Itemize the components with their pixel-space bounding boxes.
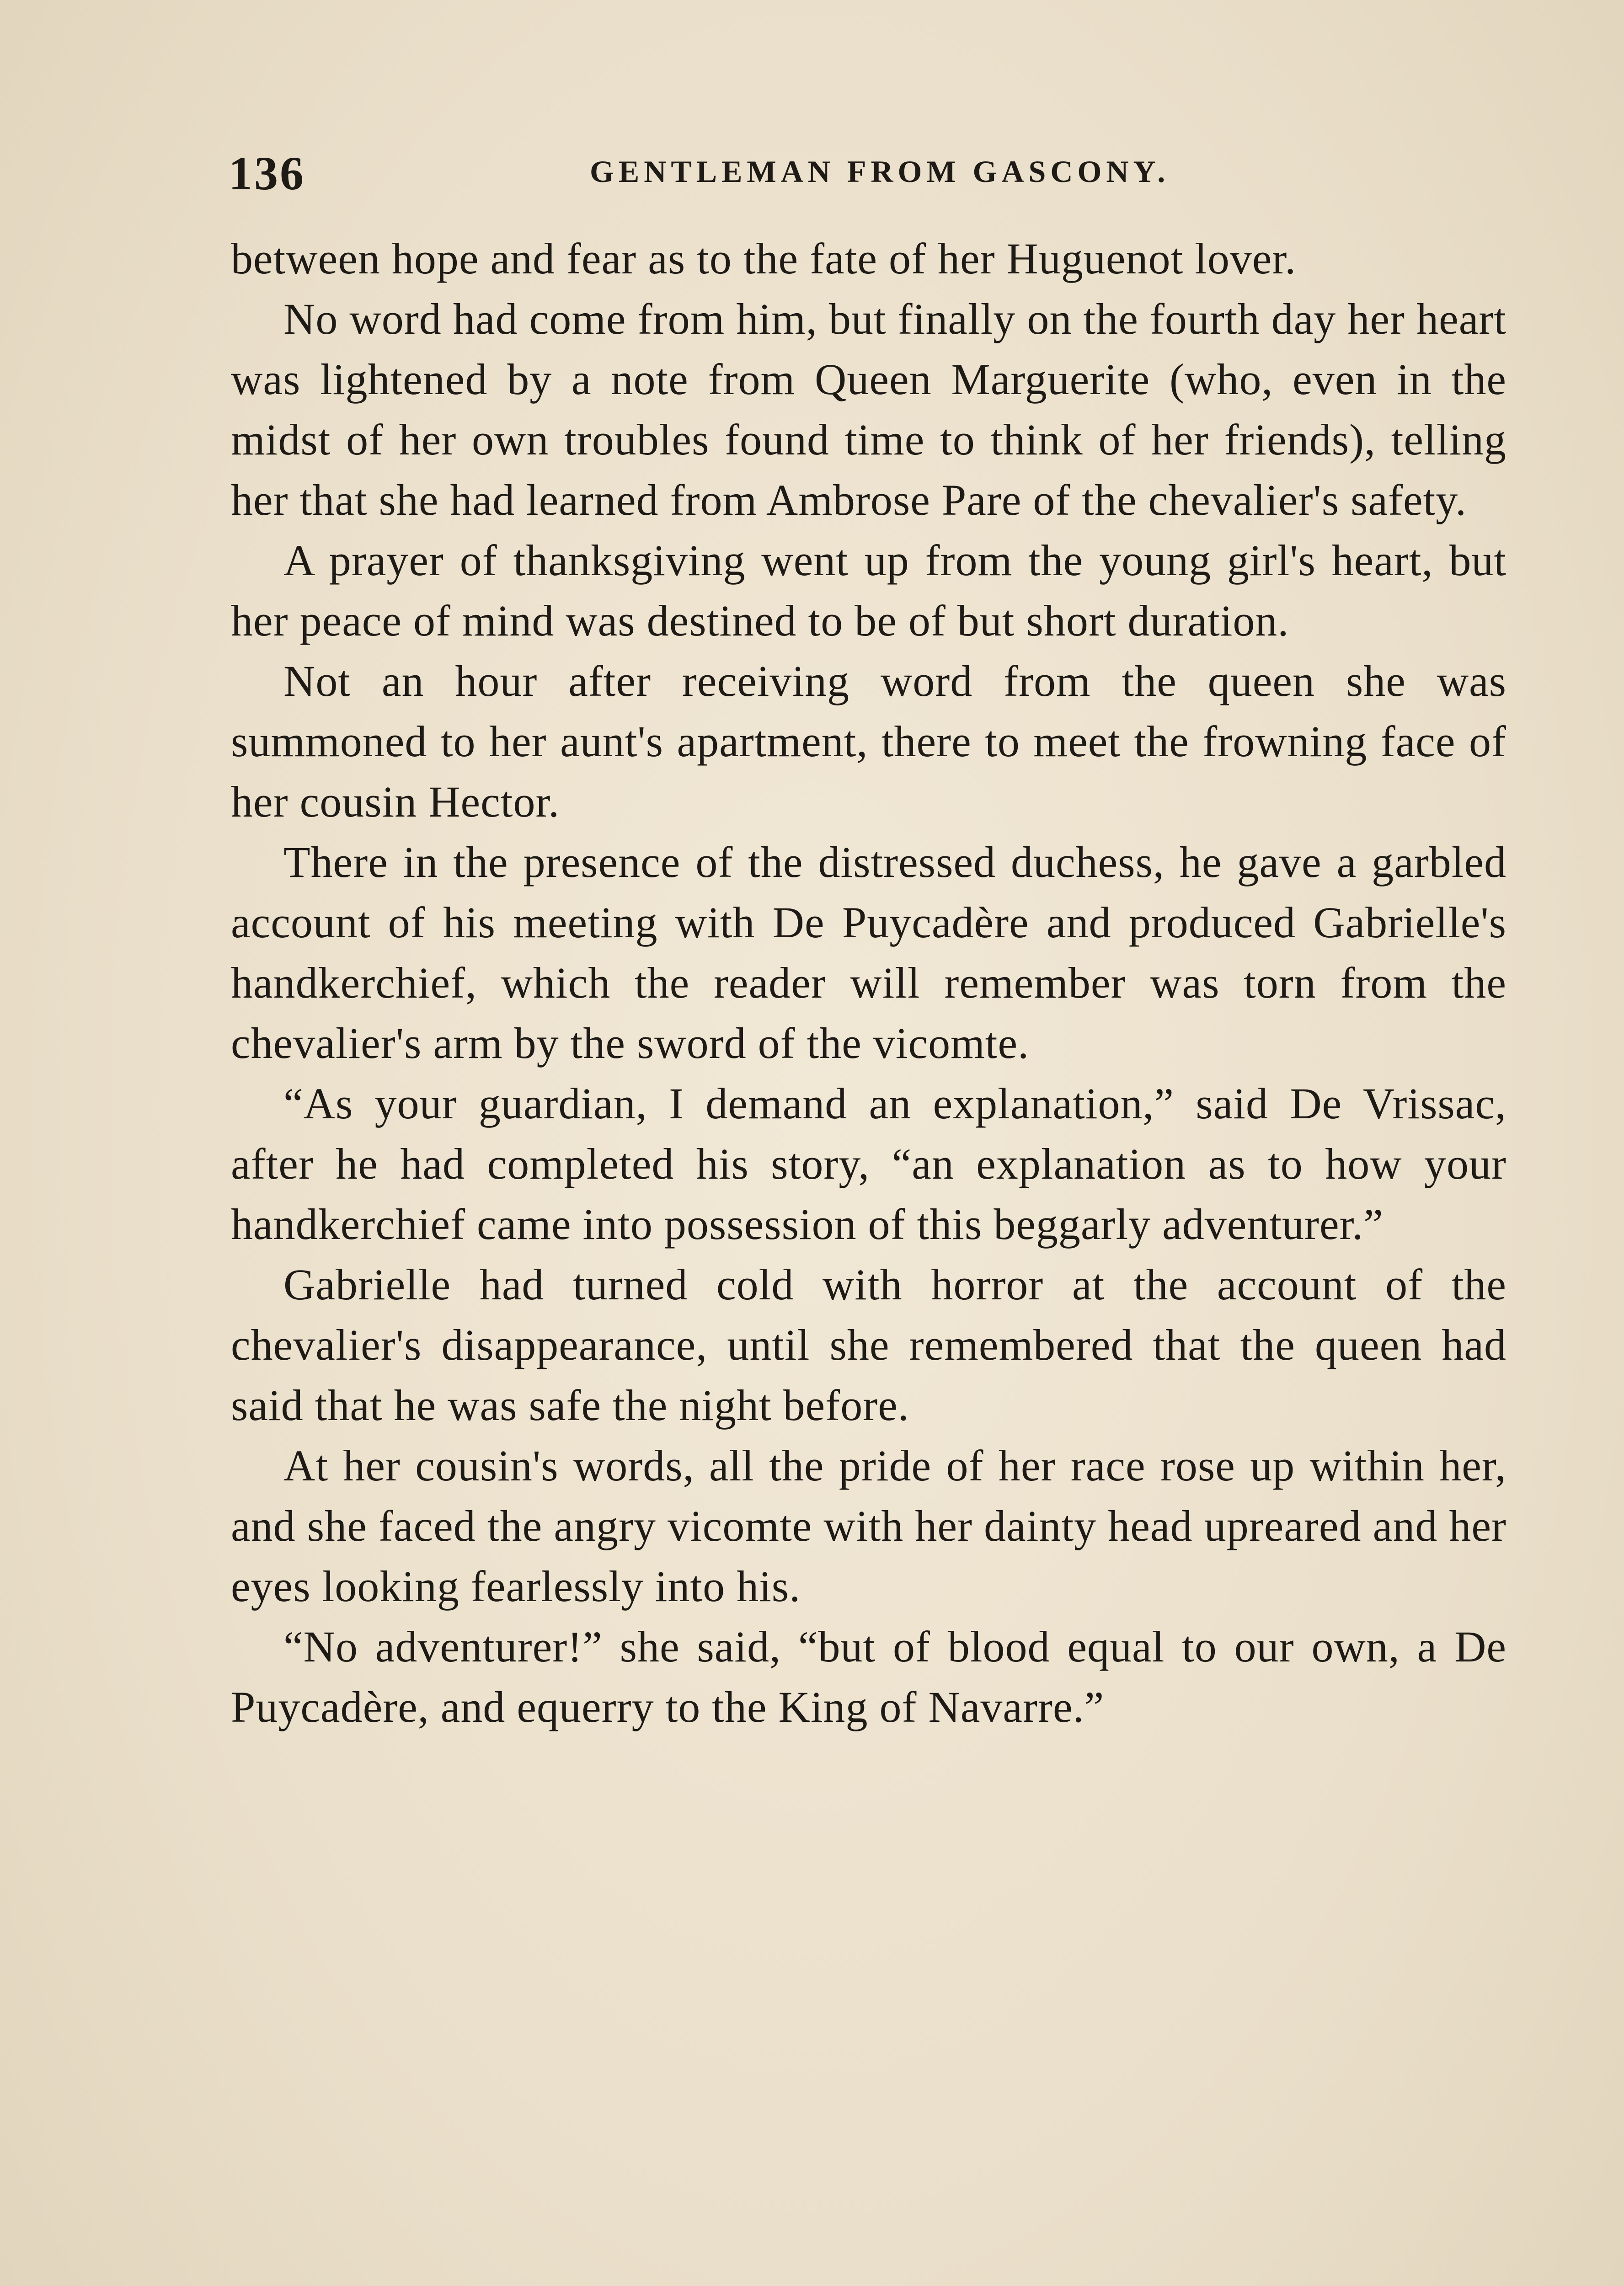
paragraph: “No adventurer!” she said, “but of blood equal to our own, a De Puycadère, and equerry to the King of Navarre.”	[231, 1622, 1506, 1731]
paragraph: between hope and fear as to the fate of her Huguenot lover.	[231, 234, 1297, 283]
paragraph: There in the presence of the distressed duchess, he gave a garbled account of his meeting with De Puycadère and produced Gabrielle's handkerchief, which the reader will remember was torn from the chevalier's arm by the sword of the vicomte.	[231, 838, 1506, 1068]
running-head	[229, 137, 1289, 201]
book-title: GENTLEMAN FROM GASCONY.	[590, 154, 1170, 189]
body-text	[231, 229, 1506, 1737]
paragraph: “As your guardian, I demand an explanation,” said De Vrissac, after he had completed his story, “an explanation as to how your handkerchief came into possession of this beggarly adventurer.”	[231, 1079, 1506, 1249]
paragraph: At her cousin's words, all the pride of her race rose up within her, and she faced the angry vicomte with her dainty head upreared and her eyes looking fearlessly into his.	[231, 1441, 1506, 1611]
paragraph: Gabrielle had turned cold with horror at the account of the chevalier's disappearance, until she remembered that the queen had said that he was safe the night before.	[231, 1260, 1506, 1430]
paragraph: No word had come from him, but finally on the fourth day her heart was lightened by a note from Queen Marguerite (who, even in the midst of her own troubles found time to think of her friends), telling her that she had learned from Ambrose Pare of the chevalier's safety.	[231, 294, 1506, 524]
paragraph: A prayer of thanksgiving went up from the young girl's heart, but her peace of mind was destined to be of but short duration.	[231, 536, 1506, 645]
page-number: 136	[229, 147, 305, 200]
paragraph: Not an hour after receiving word from the queen she was summoned to her aunt's apartment, there to meet the frowning face of her cousin Hector.	[231, 657, 1506, 826]
